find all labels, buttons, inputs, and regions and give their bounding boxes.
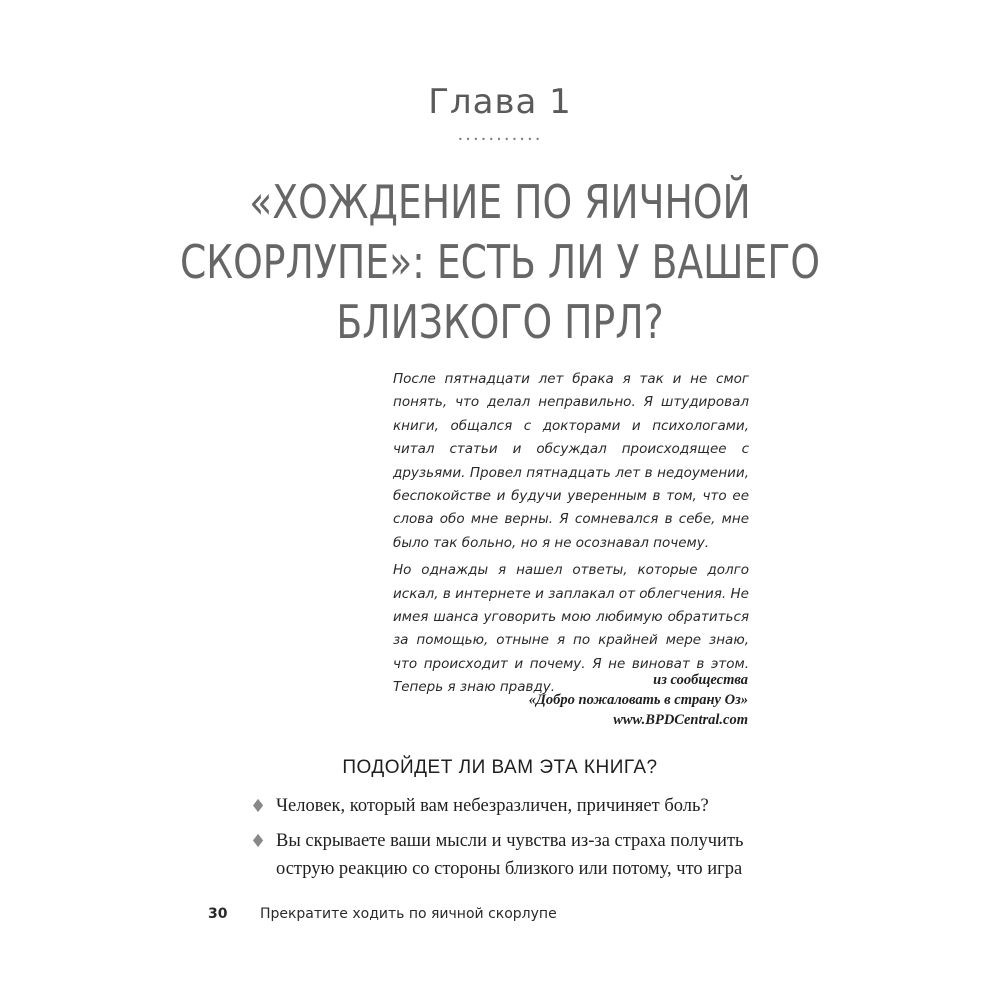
page-footer	[208, 906, 557, 922]
epigraph	[393, 368, 749, 704]
section-heading: ПОДОЙДЕТ ЛИ ВАМ ЭТА КНИГА?	[342, 757, 658, 778]
question-list	[250, 792, 760, 890]
chapter-title	[90, 172, 910, 352]
source-line: «Добро пожаловать в страну Оз»	[528, 692, 748, 708]
epigraph-paragraph: Но однажды я нашел ответы, которые долго искал, в интернете и заплакал от облегчения. Не имея шанса уговорить мою любимую обратиться за помощью, отныне я по крайней мере знаю, что происходит и почему. Я не виноват в этом. Теперь я знаю правду.	[393, 562, 749, 696]
list-item-text: Вы скрываете ваши мысли и чувства из-за страха получить острую реакцию со стороны близкого или потому, что игра	[276, 831, 744, 879]
diamond-icon: ♦	[250, 796, 267, 817]
chapter-dots-divider: ...........	[457, 124, 543, 145]
page-number: 30	[208, 906, 228, 922]
chapter-label: Глава 1	[428, 82, 572, 122]
source-link: www.BPDCentral.com	[613, 712, 748, 728]
epigraph-source	[529, 670, 748, 730]
running-title: Прекратите ходить по яичной скорлупе	[259, 906, 557, 922]
list-item	[250, 827, 760, 883]
chapter-title-line: БЛИЗКОГО ПРЛ?	[336, 295, 664, 349]
epigraph-paragraph: После пятнадцати лет брака я так и не смог понять, что делал неправильно. Я штудировал книги, общался с докторами и психологами, читал статьи и обсуждал происходящее с друзьями. Провел пятнадцать лет в недоумении, беспокойстве и будучи уверенным в том, что ее слова обо мне верны. Я сомневался в себе, мне было так больно, но я не осознавал почему.	[393, 371, 749, 551]
chapter-title-line: СКОРЛУПЕ»: ЕСТЬ ЛИ У ВАШЕГО	[179, 235, 821, 289]
chapter-title-line: «ХОЖДЕНИЕ ПО ЯИЧНОЙ	[249, 175, 751, 229]
diamond-icon: ♦	[250, 831, 267, 852]
list-item	[250, 792, 760, 820]
source-line: из сообщества	[653, 672, 748, 688]
list-item-text: Человек, который вам небезразличен, причиняет боль?	[276, 796, 709, 816]
